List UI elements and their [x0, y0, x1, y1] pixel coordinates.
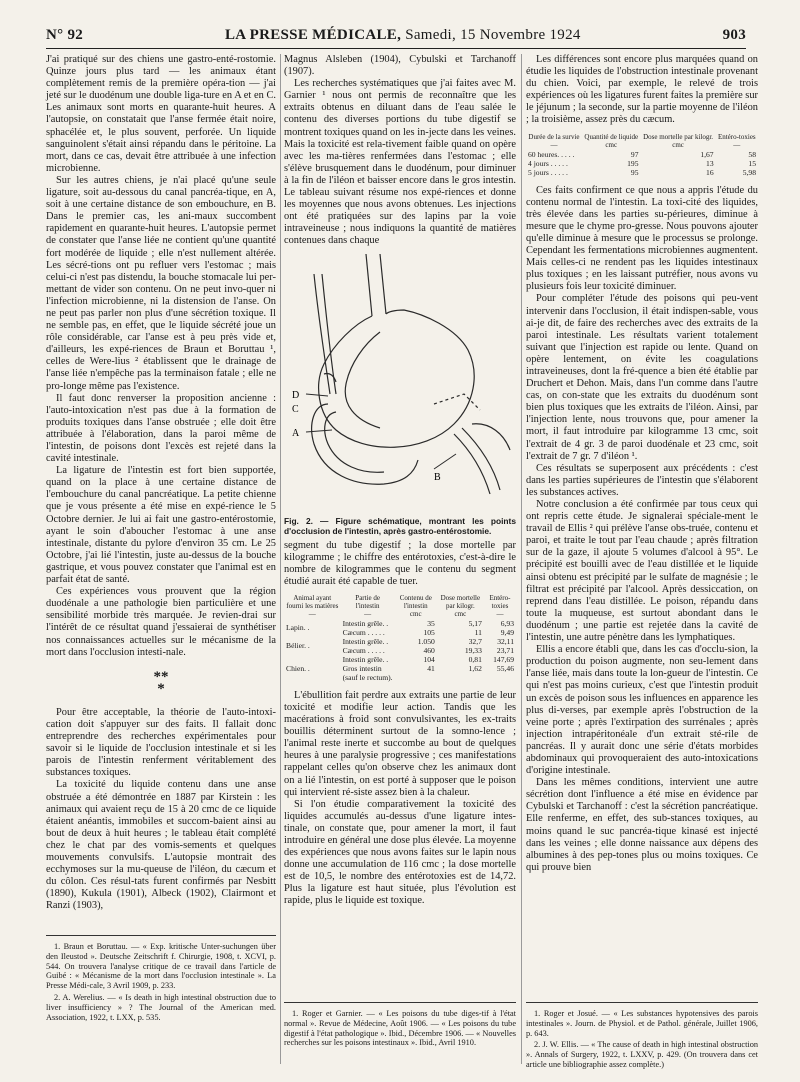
- part-cell: Intestin grêle. .: [342, 636, 389, 646]
- dose-cell: 1,62: [468, 663, 482, 673]
- paragraph: Pour compléter l'étude des poisons qui peu-vent intervenir dans l'occlusion, il était indispen-sable, vous ai-je dit, de faire des recherches avec des extraits de la paroi intestinale. Les résultats varient totalement suivant que l'injection est rapide ou lente. Quand on opère lentement, on évite les coagulations intraveineuses, dont la fré-quence a bien été établie par Druchert et Dehon. Mais, dans l'un comme dans l'autre cas, on con-state que les extraits du duodénum sont bien plus toxiques que les extraits de l'iléon. Ainsi, par l'injection lente, nous trouvons que, pour amener la mort, il faut introduire par kilogramme 13 cmc, soit l'extrait de 4 gr. 3 de paroi duodénale et 23 cmc, soit l'extrait de 7 gr. 7 d'iléon ¹.: [526, 293, 758, 462]
- paragraph: Pour être acceptable, la théorie de l'auto-intoxi-cation doit s'appuyer sur des faits. Il fallait donc entreprendre des recherches expérimentales pour savoir si le liquide de l'occlusion intestinale et si les parois de l'intestin renferment véritablement des substances toxiques.: [46, 706, 276, 779]
- quantity-cell: 97: [630, 149, 639, 159]
- table-header: Dose mortelle par kilogr.: [440, 593, 481, 610]
- ent-cell: 15: [748, 158, 756, 168]
- footnote: 2. A. Werelius. — « Is death in high intestinal obstruction due to liver insufficiency » ? The Journal of the American med. Association, 1922, t. LXX, p. 535.: [46, 992, 276, 1022]
- ent-cell: 147,69: [493, 654, 514, 664]
- paragraph: J'ai pratiqué sur des chiens une gastro-enté-rostomie. Quinze jours plus tard — les animaux étant complètement remis de la première opéra-tion — j'ai jeté sur le duodénum une double liga-ture en A et en C. Les animaux sont morts en quarante-huit heures. A l'autopsie, on constatait que l'anse fermée était noire, sphacélée et, le plus souvent, perforée. Un liquide sanguinolent s'était ainsi répandu dans le péritoine. La mort, dans ce cas, devait être attribuée à une infection microbienne.: [46, 54, 276, 174]
- table-header: Contenu de l'intestin: [399, 593, 432, 610]
- ent-cell: 6,93: [500, 618, 514, 628]
- dose-cell: [437, 673, 484, 682]
- part-cell: Cæcum . . . . .: [342, 645, 385, 655]
- dose-cell: 32,7: [468, 636, 482, 646]
- footnote-rule: [46, 935, 276, 936]
- table-unit: —: [733, 140, 741, 149]
- duree-cell: 4 jours . . . . .: [528, 158, 568, 168]
- table-row: [526, 159, 758, 168]
- ent-cell: 23,71: [496, 645, 514, 655]
- label-c: C: [292, 403, 299, 415]
- figure-2: [284, 254, 516, 536]
- paragraph: Les recherches systématiques que j'ai faites avec M. Garnier ¹ nous ont permis de reconnaître que les extraits obtenus en diluant dans de l'eau salée le contenu des diverses portions du tube digestif se montrent toxiques quand on les in-jecte dans les veines. Mais la toxicité est rela-tivement faible quand on opère avec les ma-tières renfermées dans l'estomac ; elle s'élève brusquement dans le duodénum, pour diminuer à la fin de l'iléon et baisser encore dans le gros intestin. Le tableau suivant résume nos expé-riences et donne les moyennes que nous avons obtenues. Les injections ont été pratiquées sur des lapins par la voie intraveineuse ; nous indiquons la quantité de matières contenues dans chaque: [284, 78, 516, 247]
- pointer-d: [306, 394, 328, 396]
- dose-cell: 0,81: [468, 654, 482, 664]
- animal-cell: Lapin. .: [286, 623, 310, 633]
- footnote: 1. Braun et Boruttau. — « Exp. kritische Unter-suchungen über den Ileustod ». Deutsche Zeitschrift f. Chirurgie, 1908, t. XCVI, p. 544. On trouvera l'analyse critique de ce travail dans l'article de Guibé : « Mécanisme de la mort dans l'occlusion intestinale ». La Presse Médi-cale, 3 Avril 1909, p. 233.: [46, 942, 276, 991]
- survival-table: [526, 133, 758, 177]
- part-cell: Intestin grêle. .: [342, 618, 389, 628]
- table-header: Partie de l'intestin: [355, 593, 380, 610]
- paragraph: La toxicité du liquide contenu dans une anse obstruée a été démontrée en 1887 par Kirstein : les animaux qui avaient reçu de 15 à 20 cmc de ce liquide étaient anéantis, immobiles et succom-baient ainsi au bout de deux à huit heures ; le tableau était complété chez le chat par des vomis-sements et quelques mouvements convulsifs. L'autopsie montrait des ecchymoses sur la mu-queuse de l'iléon, du cæcum et du côlon. Ces résul-tats furent confirmés par Nesbitt (1890), Kukula (1901), Albeck (1902), Clairmont et Ranzi (1903),: [46, 779, 276, 912]
- table-header: Entéro-toxies: [489, 593, 511, 610]
- dose-cell: 16: [706, 167, 714, 177]
- paragraph: Ces résultats se superposent aux précédents : c'est dans les parties supérieures de l'intestin que s'élaborent les substances actives.: [526, 462, 758, 498]
- ent-cell: [484, 673, 516, 682]
- contenu-cell: 460: [423, 645, 435, 655]
- footnote: 2. J. W. Ellis. — « The cause of death in high intestinal obstruction ». Annals of Surgery, 1922, t. LXXV, p. 429. (On trouvera dans cet article une bibliographie assez complète.): [526, 1040, 758, 1069]
- table-row: [284, 655, 516, 664]
- table-header: Durée de la survie: [528, 132, 580, 141]
- contenu-cell: 41: [427, 663, 435, 673]
- table-header: Dose mortelle par kilogr.: [643, 132, 714, 141]
- page-number: 903: [722, 27, 746, 43]
- table-row: [526, 150, 758, 159]
- table-row: [284, 637, 516, 646]
- table-unit: —: [308, 609, 316, 618]
- ent-cell: 5,98: [742, 167, 756, 177]
- column-2: [284, 54, 516, 908]
- dose-cell: 11: [474, 627, 482, 637]
- footnotes-column-2: [284, 1002, 516, 1050]
- gastro-enterostomy-diagram: [284, 254, 516, 514]
- quantity-cell: 195: [627, 158, 639, 168]
- part-cell: Intestin grêle. .: [342, 654, 389, 664]
- ent-cell: 58: [748, 149, 756, 159]
- table-unit: —: [550, 140, 558, 149]
- paragraph: L'ébullition fait perdre aux extraits une partie de leur toxicité et modifie leur action. Tandis que les macérations à froid sont convulsivantes, les ex-traits bouillis déterminent surtout de la somno-lence ; l'animal reste inerte et succombe au bout de quelques heures à une paralysie progressive ; ces manifestations rappelant celles qu'on observe chez les animaux dont on a lié l'intestin, on est porté à supposer que le poison qui intervient ré-siste assez bien à la chaleur.: [284, 689, 516, 798]
- paragraph: Les différences sont encore plus marquées quand on étudie les liquides de l'obstruction intestinale provenant du chien. Voici, par exemple, le relevé de trois expériences où les ligatures furent faites la première sur le jéjunum ; la seconde, sur la partie moyenne de l'iléon ; la troisième, assez près du cæcum.: [526, 54, 758, 126]
- toxicity-table: [284, 594, 516, 682]
- table-unit: —: [496, 609, 504, 618]
- paragraph: Notre conclusion a été confirmée par tous ceux qui ont repris cette étude. Je signalerai spéciale-ment le travail de Ellis ² qui prélève l'anse obs-truée, contenu et paroi, et traite le tout par l'eau chaude ; après filtration sur de la gaze, il ajoute 5 volumes d'alcool à 95°. Le précipité est bouilli avec de l'eau distillée et le liquide ainsi obtenu est précipité par le sulfate de magnésie ; le filtrat est précipité par l'alcool. Après dessiccation, on reprend dans l'eau distillée. Le poison, répandu dans toute la muqueuse, est surtout abondant dans le duodénum ; une partie est rejetée dans la cavité de l'intestin, une autre pénètre dans les lymphatiques.: [526, 499, 758, 644]
- contenu-cell: 1.050: [417, 636, 435, 646]
- column-divider: [280, 54, 281, 1064]
- table-unit: cmc: [454, 609, 467, 618]
- quantity-cell: 95: [630, 167, 639, 177]
- table-unit: —: [364, 609, 372, 618]
- table-row: [284, 619, 516, 628]
- paragraph: Magnus Alsleben (1904), Cybulski et Tarchanoff (1907).: [284, 54, 516, 78]
- duree-cell: 60 heures. . . . .: [528, 149, 575, 159]
- figure-number: Fig. 2.: [284, 515, 313, 526]
- footnote: 1. Roger et Garnier. — « Les poisons du tube diges-tif à l'état normal ». Revue de Médecine, Août 1906. — « Les poisons du tube digestif à l'état pathologique ». Ibid., Décembre 1906. — « Nouvelles recherches sur les poisons intestinaux ». Ibid., Avril 1910.: [284, 1009, 516, 1048]
- paragraph: Si l'on étudie comparativement la toxicité des liquides accumulés au-dessus d'une ligature intes-tinale, on constate que, pour amener la mort, il faut introduire en général une dose plus élevée. La moyenne des expériences que nous avons faites sur le lapin nous donne une accumulation de 116 cmc ; la dose mortelle est de 10,5, le nombre des entérotoxies est de 14,72. Plus la ligature est haut située, plus l'évolution est rapide, plus le liquide est toxique.: [284, 798, 516, 907]
- contenu-cell: 104: [423, 654, 435, 664]
- paragraph: Ellis a encore établi que, dans les cas d'occlu-sion, la production du poison augmente, non seu-lement dans l'anse liée, mais dans toute la lon-gueur de l'intestin. Ce qui n'est pas moins curieux, c'est que l'intestin produit un excès de poison sous les influences en apparence les plus di-verses, par exemple après l'obstruction de la veine porte ; après l'extirpation des surrénales ; après injection intrapéritonéale d'un extrait sté-rile de pancréas. Il y aurait donc une série d'états morbides abdominaux qui provoqueraient des auto-intoxications d'origine intestinale.: [526, 644, 758, 777]
- dose-cell: 19,33: [464, 645, 482, 655]
- section-separator-stars: ** *: [153, 668, 169, 697]
- column-3: [526, 54, 758, 874]
- part-cell: Cæcum . . . . .: [342, 627, 385, 637]
- table-unit: cmc: [672, 140, 684, 149]
- paragraph: Dans les mêmes conditions, intervient une autre sécrétion dont l'influence a été mise en évidence par Cybulski et Tarchanoff : c'est la sécrétion pancréatique. Elle renferme, en effet, des sub-stances toxiques, au moins quand le suc pancréa-tique kinasé est injecté dans les veines ; elle donne naissance aux dépens des albumines à des pep-tones plus ou moins toxiques. Ce qui prouve bien: [526, 777, 758, 873]
- table-header: Entéro-toxies: [717, 132, 756, 141]
- issue-number: N° 92: [46, 27, 84, 43]
- duree-cell: 5 jours . . . . .: [528, 167, 568, 177]
- table-header: Animal ayant fourni les matières: [286, 593, 339, 610]
- column-1: [46, 54, 276, 912]
- issue-date: Samedi, 15 Novembre 1924: [405, 27, 581, 43]
- paragraph: segment du tube digestif ; la dose mortelle par kilogramme ; le chiffre des entérotoxies, c'est-à-dire le nombre de kilogrammes que le contenu du segment étudié aurait été capable de tuer.: [284, 539, 516, 587]
- paragraph: Sur les autres chiens, je n'ai placé qu'une seule ligature, soit au-dessous du canal pancréa-tique, en A, soit à une certaine distance de son embouchure, en B. Dans le premier cas, les ani-maux succombent rapidement en quarante-huit heures. L'autopsie permet de constater que l'anse liée ne contient qu'une quantité fort modérée de liquide ; elle n'est nullement altérée. Les sécré-tions ont pu refluer vers l'estomac ; mais celui-ci n'est pas distendu, la bouche stomacale lui per-mettant de vider son contenu. On ne peut invo-quer ni l'infection microbienne, ni la distension de l'anse. On ne peut pas parler non plus d'une sécrétion toxique. Il ne semble pas, en effet, que le liquide sécrété joue un rôle considérable, car l'anse est à peu près vide et, d'ailleurs, les expé-riences de Braun et Boruttau ¹, celles de Were-lius ² établissent que le drainage de l'anse liée n'empêche pas la terminaison fatale ; elle ne pro-longe même pas l'existence.: [46, 174, 276, 392]
- table-unit: cmc: [605, 140, 618, 149]
- footnotes-column-1: [46, 935, 276, 1024]
- pointer-a: [306, 430, 332, 432]
- paragraph: Ces faits confirment ce que nous a appris l'étude du contenu normal de l'intestin. La toxi-cité des liquides, très élevée dans les parties su-périeures, diminue à mesure que le chyme pro-gresse. Nous pouvons ajouter qu'elle diminue à mesure que le processus se prolonge. Cependant les fermentations microbiennes augmentent. Mais celles-ci ne rendent pas les liquides intestinaux plus toxiques ; en les laissant putréfier, nous avons vu plusieurs fois leur toxicité diminuer.: [526, 184, 758, 293]
- animal-cell: Chien. .: [286, 663, 310, 673]
- label-d: D: [292, 389, 300, 401]
- paragraph: Ces expériences vous prouvent que la région duodénale a une pathologie bien particulière et une sensibilité morbide très marquée. Je revien-drai sur l'intérêt de ce résultat quand j'essaierai de synthétiser nos connaissances actuelles sur le mécanisme de la mort dans l'occlusion intesti-nale.: [46, 586, 276, 658]
- part-cell: (sauf le rectum).: [342, 672, 393, 682]
- table-header: Quantité de liquide: [584, 132, 639, 141]
- pointer-b: [434, 454, 456, 469]
- header-rule: [46, 48, 746, 49]
- contenu-cell: [395, 673, 437, 682]
- paragraph: Il faut donc renverser la proposition ancienne : l'auto-intoxication n'est pas due à la formation de produits toxiques dans l'anse obstruée ; elle doit être attribuée à l'élaboration, dans la paroi même de l'intestin, de poisons dont l'excès est rejeté dans la cavité intestinale.: [46, 392, 276, 465]
- part-cell: Gros intestin: [342, 663, 382, 673]
- journal-title-line: [225, 27, 581, 44]
- footnote-rule: [526, 1002, 758, 1003]
- figure-caption: [284, 516, 516, 536]
- table-unit: cmc: [409, 609, 422, 618]
- table-row: [526, 168, 758, 177]
- ent-cell: 9,49: [500, 627, 514, 637]
- dose-cell: 5,17: [468, 618, 482, 628]
- label-b: B: [434, 471, 441, 483]
- journal-title: LA PRESSE MÉDICALE,: [224, 27, 402, 43]
- dose-cell: 1,67: [700, 149, 714, 159]
- figure-caption-text: — Figure schématique, montrant les points d'occlusion de l'intestin, après gastro-entérostomie.: [284, 515, 516, 536]
- contenu-cell: 105: [423, 627, 435, 637]
- animal-cell: Bélier. .: [286, 641, 310, 651]
- dose-cell: 13: [706, 158, 714, 168]
- label-a: A: [292, 427, 300, 439]
- contenu-cell: 35: [427, 618, 435, 628]
- column-divider: [521, 54, 522, 1064]
- footnote: 1. Roger et Josué. — « Les substances hypotensives des parois intestinales ». Journ. de Physiol. et de Pathol. générale, Juillet 1906, p. 643.: [526, 1009, 758, 1038]
- paragraph: La ligature de l'intestin est fort bien supportée, quand on la place à une certaine distance de l'embouchure du canal pancréatique. La petite chienne que je vous présente a été mise en expé-rience le 5 Octobre dernier. Je lui ai fait une gastro-entérostomie, ayant le soin d'aboucher l'estomac à une anse intestinale, distante du pylore d'environ 35 cm. Le 25 Octobre, j'ai lié l'intestin, juste au-dessus de la bouche gastrique, et vous pouvez constater que l'animal est en parfait état de santé.: [46, 465, 276, 586]
- page-header: [46, 27, 746, 45]
- footnote-rule: [284, 1002, 516, 1003]
- ent-cell: 32,11: [497, 636, 514, 646]
- ent-cell: 55,46: [496, 663, 514, 673]
- footnotes-column-3: [526, 1002, 758, 1072]
